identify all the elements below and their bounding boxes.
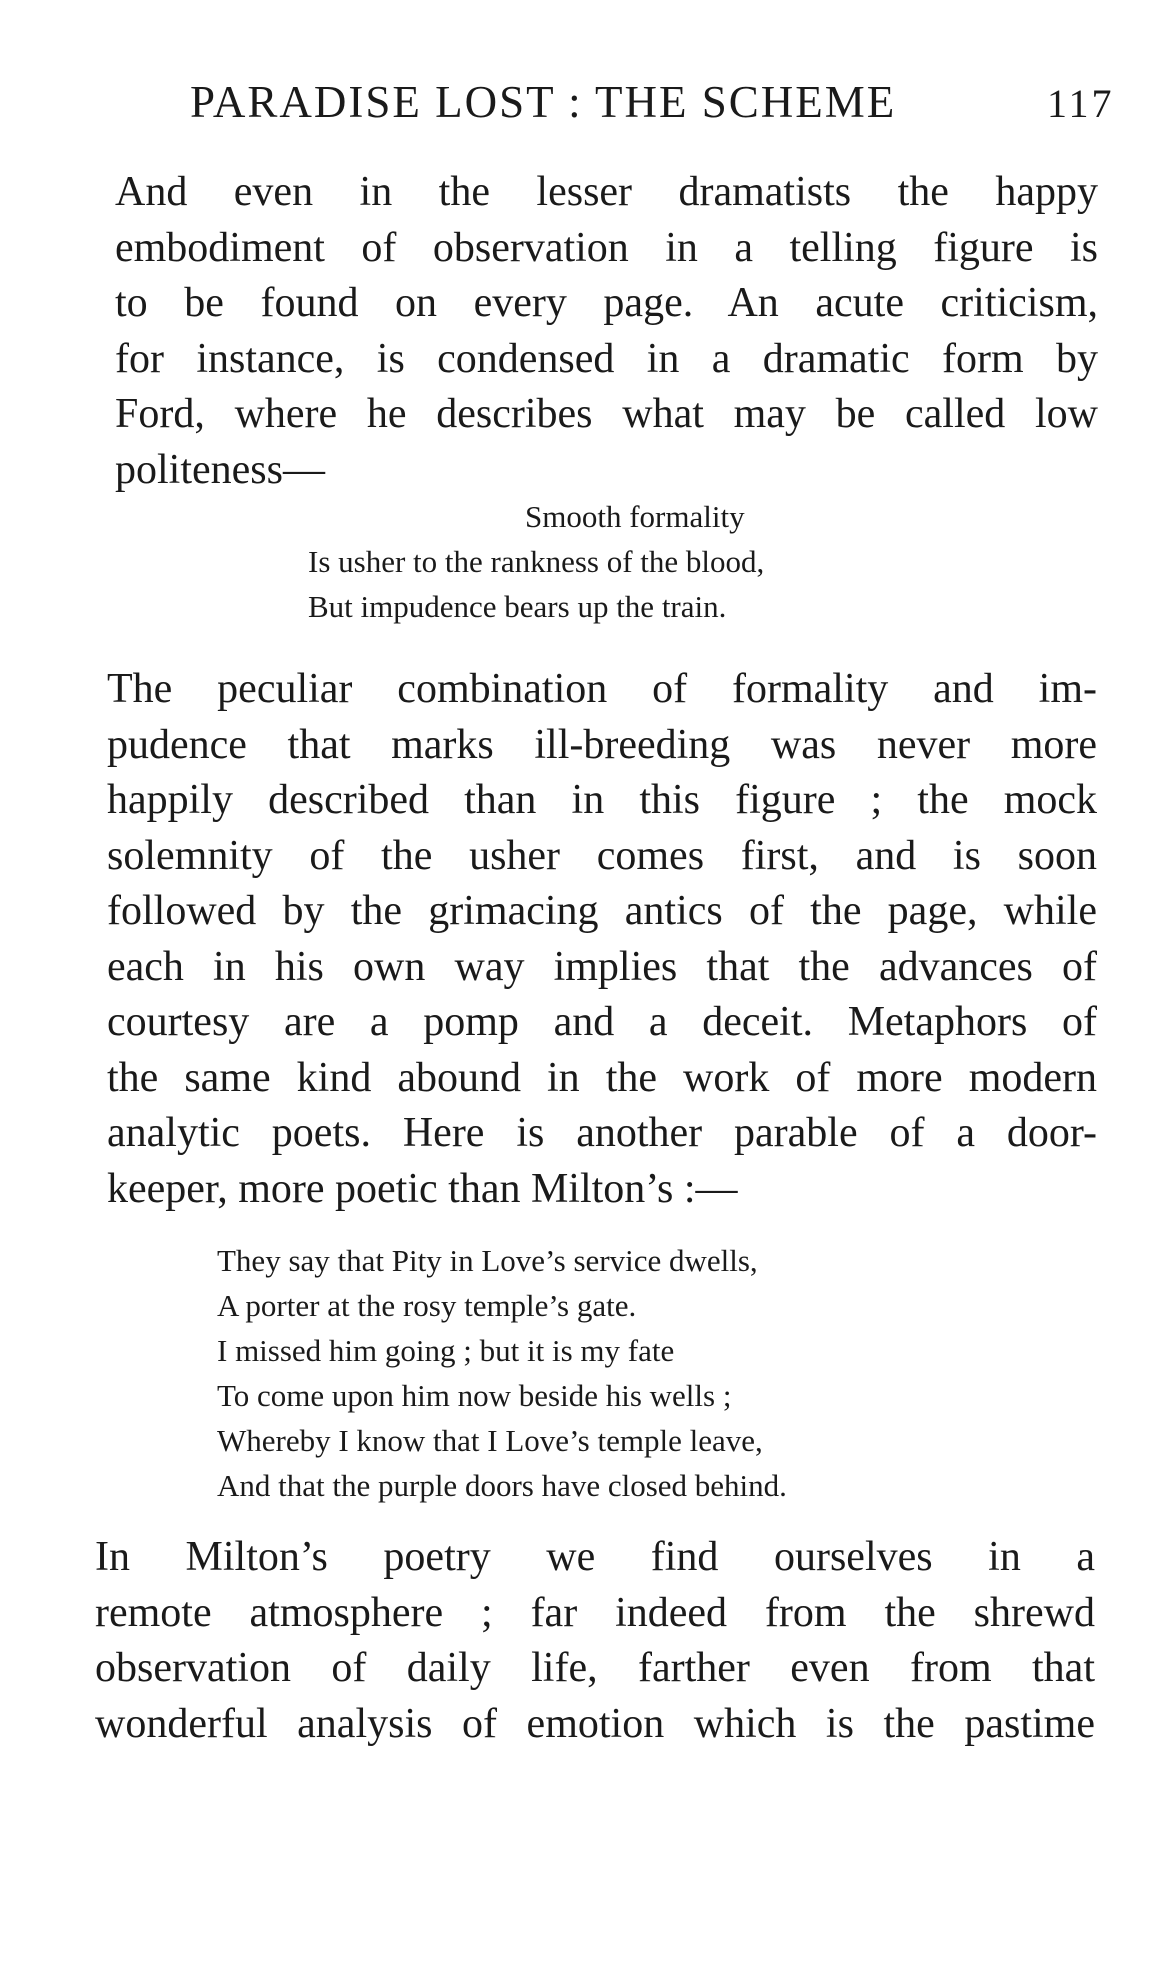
text-line: for instance, is condensed in a dramatic form by (115, 335, 1098, 382)
text-line: In Milton’s poetry we find ourselves in a (95, 1534, 1095, 1580)
verse-line: Is usher to the rankness of the blood, (308, 544, 765, 579)
text-line: followed by the grimacing antics of the page, while (107, 888, 1097, 934)
verse-line: I missed him going ; but it is my fate (217, 1333, 675, 1368)
text-line: to be found on every page. An acute criticism, (115, 280, 1098, 326)
text-line: And even in the lesser dramatists the happy (115, 169, 1098, 215)
text-line: embodiment of observation in a telling figure is (115, 224, 1098, 271)
text-line: courtesy are a pomp and a deceit. Metaphors of (107, 999, 1097, 1045)
verse-line: Smooth formality (525, 499, 745, 534)
running-head-title: PARADISE LOST : THE SCHEME (190, 77, 897, 127)
verse-quotation-1 (308, 494, 764, 629)
running-head (190, 72, 1115, 132)
text-line: each in his own way implies that the advances of (107, 943, 1097, 990)
text-line: wonderful analysis of emotion which is the pastime (95, 1700, 1095, 1747)
verse-line: But impudence bears up the train. (308, 589, 727, 624)
text-line: The peculiar combination of formality and im- (107, 666, 1097, 712)
text-line: pudence that marks ill-breeding was never more (107, 721, 1097, 768)
text-line: Ford, where he describes what may be called low (115, 391, 1098, 437)
text-line: analytic poets. Here is another parable of a door- (107, 1110, 1097, 1156)
page-number: 117 (1047, 81, 1115, 126)
paragraph-2 (107, 662, 1097, 1217)
verse-line: They say that Pity in Love’s service dwells, (217, 1243, 758, 1278)
verse-line: And that the purple doors have closed behind. (217, 1468, 787, 1503)
text-line: remote atmosphere ; far indeed from the shrewd (95, 1589, 1095, 1636)
text-line: solemnity of the usher comes first, and is soon (107, 832, 1097, 879)
verse-line: To come upon him now beside his wells ; (217, 1378, 732, 1413)
paragraph-1 (115, 165, 1098, 498)
text-line: observation of daily life, farther even from that (95, 1645, 1095, 1691)
text-line: keeper, more poetic than Milton’s :— (107, 1165, 738, 1212)
text-line: the same kind abound in the work of more modern (107, 1054, 1097, 1101)
verse-quotation-2 (217, 1238, 787, 1508)
text-line: happily described than in this figure ; the mock (107, 777, 1097, 823)
text-line: politeness— (115, 446, 325, 493)
verse-line: Whereby I know that I Love’s temple leave, (217, 1423, 763, 1458)
paragraph-3 (95, 1530, 1095, 1752)
verse-line: A porter at the rosy temple’s gate. (217, 1288, 637, 1323)
